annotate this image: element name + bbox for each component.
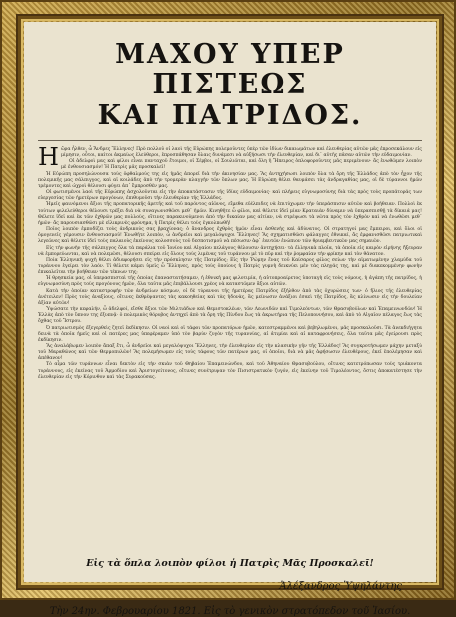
body-paragraph: Ποία Ἑλληνικὴ ψυχὴ θέλει ἀδιαφορήσει εἰς τὴν πρόσκλησιν τῆς Πατρίδος; Εἰς τὴν Ῥώμην ἕνας τοῦ Καίσαρος φίλος σείων τὴν αἱματωμένην χλαμύδα τοῦ τυράννου ἐγείρει τὸν λαόν. Τί θέλετε κάμει ὑμεῖς ὦ Ἕλληνες, πρὸς τοὺς ὁποίους ἡ Πατρὶς γυμνὴ δεικνύει μὲν τὰς πληγάς της, καὶ μὲ διακεκομμένην φωνὴν ἐπικαλεῖται τὴν βοήθειαν τῶν τέκνων της; <box>38 257 422 276</box>
title-line-2: ΚΑΙ ΠΑΤΡΙΔΟΣ. <box>97 100 363 131</box>
body-paragraph: Οἱ ἀδελφοὶ μας καὶ φίλοι εἶναι πανταχοῦ ἕτοιμοι, οἱ Σέρβοι, οἱ Σουλιῶται, καὶ ὅλη ἡ Ἤπειρος ὁπλοφοροῦντες μᾶς περιμένουν· ἂς ἐνωθῶμεν λοιπὸν μὲ ἐνθουσιασμόν! Ἡ Πατρὶς μᾶς προσκαλεῖ! <box>60 159 422 171</box>
body-paragraph: Ὑψώσατε τὴν κεφαλήν, ὦ ἀδελφοί, εἴσθε ἄξιοι τῶν Μιλτιάδων καὶ Θεμιστοκλέων, τῶν Λεωνιδῶν καὶ Τιμολεόντων, τῶν Θρασυβούλων καὶ Ἐπαμεινωνδῶν! Ἡ Ἑλλὰς ἀπὸ τὸν ὕπνον της ἐξυπνᾷ· ὁ πολεμικὸς θόρυβος ἀντηχεῖ ἀπὸ τὰ ὄρη τῆς Πίνδου ἕως τὰ ἀκρωτήρια τῆς Πελοποννήσου, καὶ ἀπὸ τὸ Αἰγαῖον πέλαγος ἕως τὰς ὄχθας τοῦ Ἴστρου. <box>38 307 422 325</box>
proclamation-document <box>24 22 436 617</box>
body-paragraph: Εἰς τὴν φωνὴν τῆς σάλπιγγος ὅλα τὰ παράλια τοῦ Ἰονίου καὶ Αἰγαίου πελάγους θέλουσιν ἀντηχήσει· τὰ ἑλληνικὰ πλοῖα, τὰ ὁποῖα εἰς καιρὸν εἰρήνης ἤξευραν νὰ ἐμπορεύωνται, καὶ νὰ πολεμῶσι, θέλουσι σπείρει εἰς ὅλους τοὺς λιμένας τοῦ τυράννου μὲ τὸ πῦρ καὶ τὴν ῥομφαίαν τὴν φρίκην καὶ τὸν θάνατον. <box>38 245 422 257</box>
body-paragraph: Ὁ πατριωτισμὸς ἐξεγερθεὶς ζητεῖ ἐκδίκησιν. Οἱ ναοὶ καὶ οἱ τάφοι τῶν προπατόρων ἡμῶν, κατεστραμμένοι καὶ βεβηλωμένοι, μᾶς προσκαλοῦσι. Τὰ ἀνεκδιήγητα δεινὰ τὰ ὁποῖα ἡμεῖς καὶ οἱ πατέρες μας ὑπεφέραμεν ὑπὸ τὸν βαρὺν ζυγὸν τῆς τυραννίας, αἱ ἀτιμίαι καὶ αἱ καταφρονήσεις, ὅλα ταῦτα μᾶς ἐγείρουσι πρὸς ἐκδίκησιν. <box>38 325 422 343</box>
body-paragraph: Οἱ φωτισμένοι λαοὶ τῆς Εὐρώπης ἀσχολοῦνται εἰς τὴν ἀποκατάστασιν τῆς ἰδίας εὐδαιμονίας· καὶ πλήρεις εὐγνωμοσύνης διὰ τὰς πρὸς τοὺς προπάτοράς των εὐεργεσίας τῶν ἡμετέρων προγόνων, ἐπιθυμοῦσι τὴν ἐλευθερίαν τῆς Ἑλλάδος. <box>38 190 422 202</box>
body-paragraph: Ποῖος λοιπὸν ἐμποδίζει τοὺς ἀνδρικούς σας βραχίονας; ὁ ἄνανδρος ἐχθρὸς ἡμῶν εἶναι ἀσθενὴς καὶ ἀδύνατος. Οἱ στρατηγοί μας ἔμπειροι, καὶ ὅλοι οἱ ὁμογενεῖς γέμουσιν ἐνθουσιασμοῦ! Ἑνωθῆτε λοιπὸν, ὦ ἀνδρεῖοι καὶ μεγαλόψυχοι Ἕλληνες! Ἂς σχηματισθῶσι φάλαγγες ἐθνικαί, ἂς ἐμφανισθῶσι πατριωτικαὶ λεγεῶνες καὶ θέλετε ἰδεῖ τοὺς παλαιοὺς ἐκείνους κολοσσοὺς τοῦ δεσποτισμοῦ νὰ πέσωσιν ἀφ᾽ ἑαυτῶν ἐνώπιον τῶν θριαμβευτικῶν μας σημαιῶν. <box>38 227 422 245</box>
body-paragraph: Κατὰ τὴν ὁποίαν καταστροφὴν τῶν ἀνδρείων κόσμων, οἱ δὲ τύραννοι τῆς ἡμετέρας Πατρίδος ἐξήλθον ἀπὸ τὰς ὀχυρώσεις των· ὁ ἥλιος τῆς ἐλευθερίας ἀνέτειλεν! Πρὸς τοὺς ἀναξίους, οἵτινες ἐκθρέψαντες τὰς κακοηθείας καὶ τὰς ἡδονὰς, ἂς μείνωσιν ἀνάξιοι ἐσαεὶ τῆς Πατρίδος, ἂς κλίνωσιν εἰς τὴν δουλείαν ἀξίαν αὐτῶν! <box>38 288 422 306</box>
date-place-line: Τὴν 24ην. Φεβρουαρίου 1821. Εἰς τὸ γενικὸν στρατόπεδον τοῦ Ἰασίου. <box>49 606 411 617</box>
body-paragraph: Τὸ αἷμα τῶν τυράννων εἶναι δεκτὸν εἰς τὴν σκιὰν τοῦ Θηβαίου Ἐπαμεινώνδου, καὶ τοῦ Ἀθηναίου Θρασυβούλου, οἵτινες κατετρόπωσαν τοὺς τριάκοντα τυράννους, εἰς ἐκείνας τοῦ Ἁρμοδίου καὶ Ἀριστογείτονος, οἵτινες συνέτριψαν τὸν Πισιστρατικὸν ζυγόν, εἰς ἐκείνην τοῦ Τιμολέοντος, ὅστις ἀποκατέστησε τὴν ἐλευθερίαν εἰς τὴν Κόρινθον καὶ τὰς Συρακούσας. <box>38 362 422 380</box>
closing-line: Εἰς τὰ ὅπλα λοιπὸν φίλοι ἡ Πατρὶς Μᾶς Προσκαλεῖ! <box>86 558 374 569</box>
proclamation-body <box>38 143 422 555</box>
body-paragraph: Ἡμεῖς φαινόμενοι ἄξιοι τῆς προπατορικῆς ἀρετῆς καὶ τοῦ παρόντος αἰῶνος, εἴμεθα εὐέλπιδες νὰ ἐπιτύχωμεν τὴν ὑπεράσπισιν αὐτῶν καὶ βοήθειαν. Πολλοὶ ἐκ τούτων φιλελεύθεροι θέλουσι τρέξει διὰ νὰ συναγωνισθῶσι μεθ᾽ ἡμῶν. Κινηθῆτε ὦ φίλοι, καὶ θέλετε ἰδεῖ μίαν Κραταιὰν δύναμιν νὰ ὑπερασπισθῇ τὰ δίκαιά μας! Θέλετε ἰδεῖ καὶ ἐκ τῶν ἐχθρῶν μας πολλοὺς, οἵτινες παρακινούμενοι ἀπὸ τὴν δικαίαν μας αἰτίαν, νὰ στρέψωσι τὰ νῶτα πρὸς τὸν ἐχθρὸν καὶ νὰ ἑνωθῶσι μεθ᾽ ἡμῶν· ἂς παρουσιασθῶσι μὲ εἰλικρινὲς φρόνημα, ἡ Πατρὶς θέλει τοὺς ἐγκολπωθῆ! <box>38 202 422 226</box>
drop-cap: Η <box>38 143 59 171</box>
body-paragraph: Ηὥρα ἦλθεν, ὦ Ἄνδρες Ἕλληνες! Πρὸ πολλοῦ οἱ λαοὶ τῆς Εὐρώπης πολεμοῦντες ὑπὲρ τῶν ἰδίων δικαιωμάτων καὶ ἐλευθερίας αὐτῶν μᾶς ἐπροσεκάλουν εἰς μίμησιν, οὗτοι, καίτοι ἀκμαίως ἐλεύθεροι, ἐπροσπάθησαν ὅλαις δυνάμεσι νὰ αὐξήσωσι τὴν ἐλευθερίαν, καὶ δι᾽ αὐτῆς πᾶσαν αὐτῶν τὴν εὐδαιμονίαν. <box>38 143 422 171</box>
body-paragraph: Ἂς ἀναλάβωμεν λοιπὸν ἅπαξ ἔτι, ὦ ἀνδρεῖοι καὶ μεγαλόψυχοι Ἕλληνες, τὴν ἐλευθερίαν εἰς τὴν κλασικὴν γῆν τῆς Ἑλλάδος! Ἂς συγκροτήσωμεν μάχην μεταξὺ τοῦ Μαραθῶνος καὶ τῶν Θερμοπυλῶν! Ἂς πολεμήσωμεν εἰς τοὺς τάφους τῶν πατέρων μας, οἱ ὁποῖοι, διὰ νὰ μᾶς ἀφήσωσιν ἐλευθέρους, ἐκεῖ ἐπολέμησαν καὶ ἀπέθανον! <box>38 344 422 362</box>
body-paragraph: Ἡ θρησκεία μας, οἱ ὑπερασπισταὶ τῆς ὁποίας ἐπαναστατήσαμεν, ἡ ἐθνική μας φιλοτιμία, ἡ αὐτοπροαίρετος ὑποταγὴ εἰς τοὺς νόμους, ἡ ἀγάπη τῆς πατρίδος, ἡ εὐγνωμοσύνη πρὸς τοὺς προγόνους ἡμῶν, ὅλα ταῦτα μᾶς ἐπιβάλλουσι χρέος νὰ καταστῶμεν ἄξιοι αὐτῶν. <box>38 276 422 288</box>
title-divider <box>38 140 422 141</box>
title-line-1: ΜΑΧΟΥ ΥΠΕΡ ΠΙΣΤΕΩΣ <box>115 39 345 100</box>
signature: Ἀλέξανδρος Ὑψηλάντης <box>279 581 402 592</box>
body-paragraph: Ἡ Εὐρώπη προσηλώνουσα τοὺς ὀφθαλμούς της εἰς ἡμᾶς ἀπορεῖ διὰ τὴν ἀκινησίαν μας. Ἂς ἀντηχήσωσι λοιπὸν ὅλα τὰ ὄρη τῆς Ἑλλάδος ἀπὸ τὸν ἦχον τῆς πολεμικῆς μας σάλπιγγος, καὶ αἱ κοιλάδες ἀπὸ τὴν τρομερὰν κλαγγὴν τῶν ὅπλων μας. Ἡ Εὐρώπη θέλει θαυμάσει τὰς ἀνδραγαθίας μας, οἱ δὲ τύραννοι ἡμῶν τρέμοντες καὶ ὠχροὶ θέλουσι φύγει ἀπ᾽ ἔμπροσθέν μας. <box>38 171 422 189</box>
